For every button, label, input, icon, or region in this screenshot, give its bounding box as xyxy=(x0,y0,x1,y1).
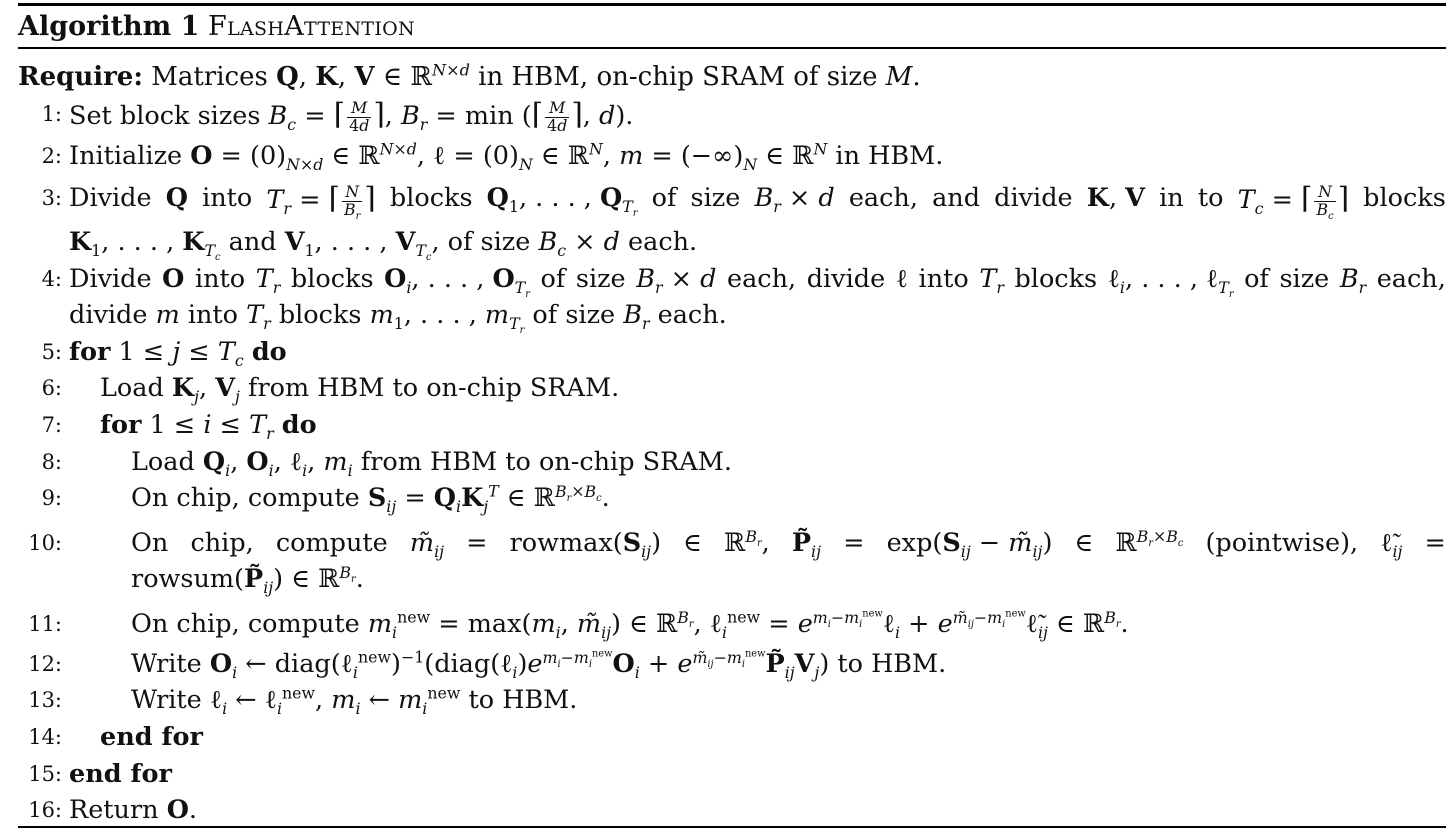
step-text: Write $O_i$ ← $diag(\ell_i^{new})^{-1}(diag(\ell_i)e^{m_i-m_i^{new}}O_i$ + $e^{m̃_{ij}-m_i^{new}}P̃_{ij}V_j$) to HBM. xyxy=(131,647,947,683)
step-text-line-2: $K_1$, . . . , $K_{T_c}$ and $V_1$, . . . , $V_{T_c}$, of size $B_c \times d$ each. xyxy=(69,227,698,264)
step-number: 2: xyxy=(41,144,62,168)
step-text-line-1: On chip, compute $m̃_{ij}$ = $rowmax(S_{ij})$ ∈ ℝ$^{B_r}$, $P̃_{ij}$ = $\exp(S_{ij}$ − $m̃_{ij}$) ∈ ℝ$^{B_r\times B_c}$ (pointwise), $\ell̃_{ij}$ = xyxy=(131,526,1446,562)
step-number: 15: xyxy=(28,762,62,786)
step-number: 13: xyxy=(28,688,62,712)
step-text: end for xyxy=(69,759,172,789)
step-number: 3: xyxy=(41,186,62,210)
step-text: end for xyxy=(100,722,203,752)
step-text: Set block sizes $B_c$ = ⌈ $\frac{M}{4d}$ ⌉, $B_r = \min$ (⌈ $\frac{M}{4d}$ ⌉, d). xyxy=(69,97,634,135)
step-text-line-2: $rowsum(P̃_{ij})$ ∈ ℝ$^{B_r}$. xyxy=(131,562,364,598)
step-number: 10: xyxy=(28,531,62,555)
step-text: Initialize $O = (0)_{N\times d}$ ∈ ℝ$^{N\times d}$, ℓ = $(0)_N$ ∈ ℝ$^N$, $m = (-\infty)_N$ ∈ ℝ$^N$ in HBM. xyxy=(69,139,944,175)
step-text: for $1 \le i \le T_r$ do xyxy=(100,410,317,444)
step-text-line-2: divide m into $T_r$ blocks $m_1$, . . . , $m_{T_r}$ of size $B_r$ each. xyxy=(69,300,727,337)
step-text: Write ℓ$_i$ ← ℓ$_i^{new}$, $m_i$ ← $m_i^{new}$ to HBM. xyxy=(131,683,578,719)
top-rule xyxy=(18,3,1446,6)
require-label: Require: xyxy=(18,62,143,92)
step-text: On chip, compute $m_i^{new} = \max(m_i$, $m̃_{ij}$) ∈ ℝ$^{B_r}$, ℓ$_i^{new}$ = $e^{m_i-m_i^{new}}\ell_i$ + $e^{m̃_{ij}-m_i^{new}}\ell̃_{ij}$ ∈ ℝ$^{B_r}$. xyxy=(131,607,1129,643)
step-text-line-1: Divide O into $T_r$ blocks $O_i$, . . . , $O_{T_r}$ of size $B_r \times d$ each, divide ℓ into $T_r$ blocks ℓ$_i$, . . . , ℓ$_{T_r}$ of size $B_r$ each, xyxy=(69,264,1446,301)
step-number: 12: xyxy=(28,652,62,676)
step-number: 7: xyxy=(41,413,62,437)
step-number: 5: xyxy=(41,340,62,364)
step-text: for $1 \le j \le T_c$ do xyxy=(69,337,287,371)
step-text: Load $K_j$, $V_j$ from HBM to on-chip SRAM. xyxy=(100,373,620,407)
step-number: 16: xyxy=(28,798,62,822)
step-number: 4: xyxy=(41,267,62,291)
step-text: Load $Q_i$, $O_i$, ℓ$_i$, $m_i$ from HBM to on-chip SRAM. xyxy=(131,447,732,481)
step-number: 9: xyxy=(41,486,62,510)
require-text: Matrices Q, K, V ∈ ℝ$^{N\times d}$ in HBM, on-chip SRAM of size M. xyxy=(151,60,921,92)
step-text: On chip, compute $S_{ij} = Q_iK_j^T$ ∈ ℝ$^{B_r\times B_c}$. xyxy=(131,481,610,517)
algorithm-label: Algorithm 1 xyxy=(18,11,200,42)
step-text-line-1: Divide Q into $T_r$ = ⌈ $\frac{N}{B_r}$ ⌉ blocks $Q_1$, . . . , $Q_{T_r}$ of size $B_r \times d$ each, and divide K, V in to $T_c$ = ⌈ $\frac{N}{B_c}$ ⌉ blocks xyxy=(69,181,1446,222)
step-number: 14: xyxy=(28,725,62,749)
step-text: Return O. xyxy=(69,795,198,825)
step-number: 6: xyxy=(41,376,62,400)
algorithm-name: FlashAttention xyxy=(208,11,415,42)
step-number: 8: xyxy=(41,450,62,474)
bottom-rule xyxy=(18,826,1446,828)
algorithm-block xyxy=(18,0,1446,835)
require-line xyxy=(18,61,921,93)
step-number: 11: xyxy=(28,612,62,636)
algorithm-title xyxy=(18,11,415,43)
title-rule xyxy=(18,47,1446,49)
step-number: 1: xyxy=(41,102,62,126)
